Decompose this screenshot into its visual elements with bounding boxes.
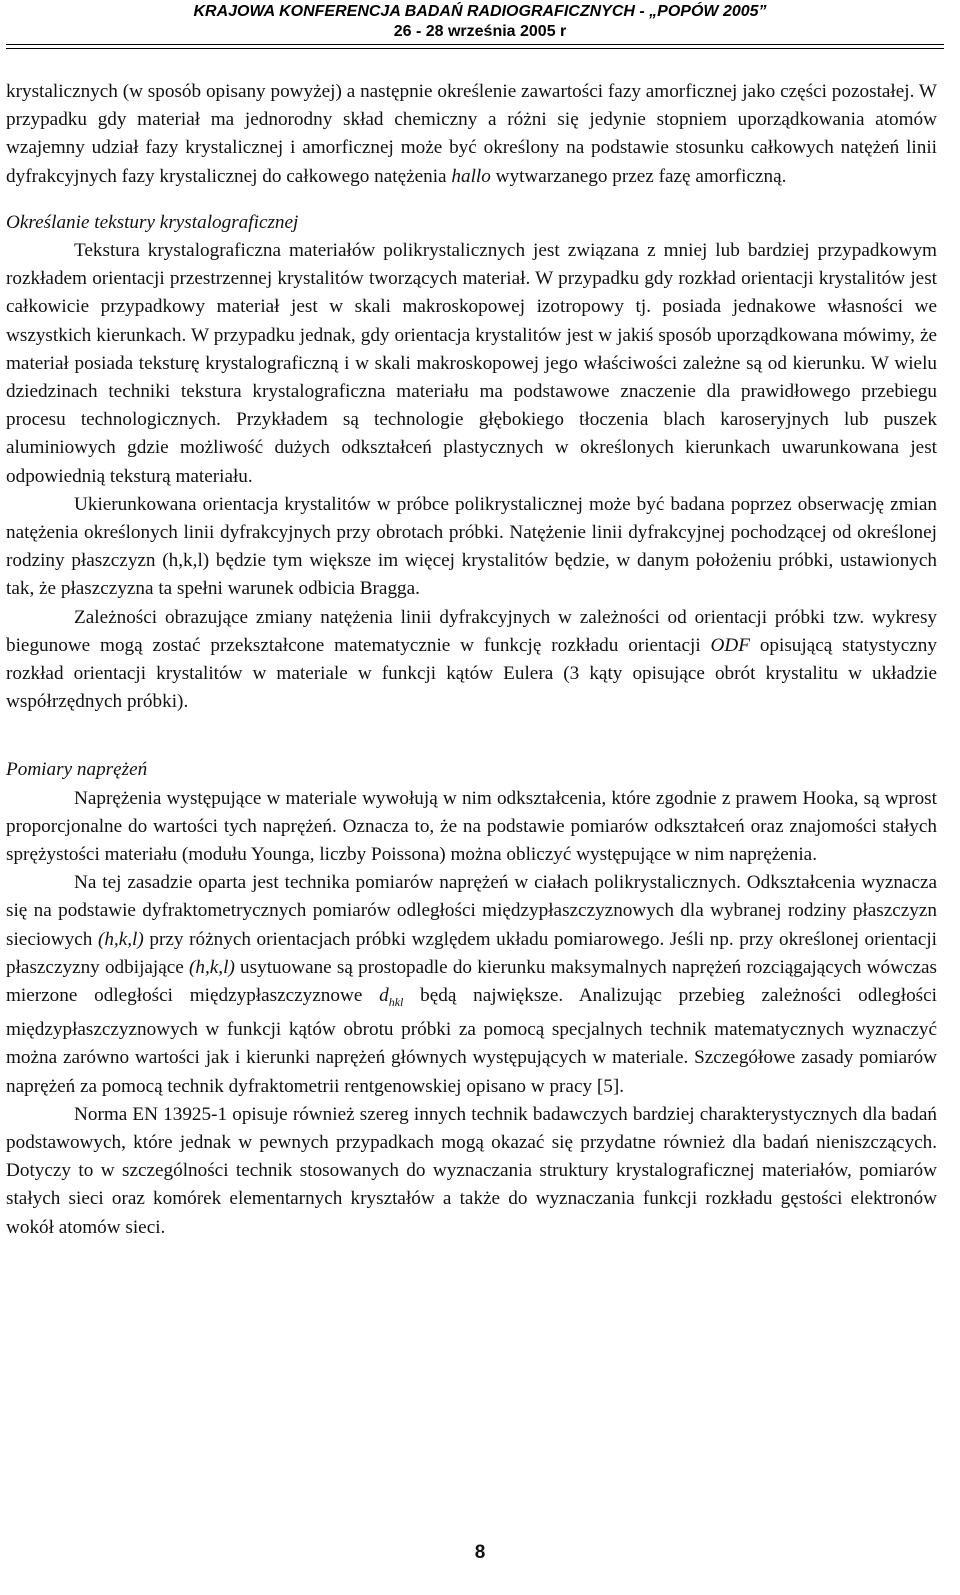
term-odf: ODF: [710, 634, 750, 656]
section-heading-stress: Pomiary naprężeń: [6, 759, 148, 781]
conference-title: KRAJOWA KONFERENCJA BADAŃ RADIOGRAFICZNYCH - „POPÓW 2005”: [193, 3, 767, 20]
paragraph-texture-odf: Zależności obrazujące zmiany natężenia linii dyfrakcyjnych w zależności od orientacji próbki tzw. wykresy biegunowe mogą zostać przekształcone matematycznie w funkcję rozkładu orientacji ODF opisującą statystyczny rozkład orientacji krystalitów w materiale w funkcji kątów Eulera (3 kąty opisujące obrót krystalitu w układzie współrzędnych próbki).: [6, 606, 937, 713]
page-number: 8: [474, 1542, 486, 1563]
paragraph-stress-technique: Na tej zasadzie oparta jest technika pomiarów naprężeń w ciałach polikrystalicznych. Odkształcenia wyznacza się na podstawie dyfraktometrycznych pomiarów odległości międzypłaszczyznowych dla wybranej rodziny płaszczyzn sieciowych (h,k,l) przy różnych orientacjach próbki względem układu pomiarowego. Jeśli np. przy określonej orientacji płaszczyzny odbijające (h,k,l) usytuowane są prostopadle do kierunku maksymalnych naprężeń rozciągających wówczas mierzone odległości międzypłaszczyznowe $d_{hkl}$ będą największe. Analizując przebieg zależności odległości międzypłaszczyznowych w funkcji kątów obrotu próbki za pomocą specjalnych technik matematycznych wyznaczyć można zarówno wartości jak i kierunki naprężeń głównych występujących w materiale. Szczegółowe zasady pomiarów naprężeń za pomocą technik dyfraktometrii rentgenowskiej opisano w pracy [5].: [6, 872, 937, 1097]
header-rule-top: [6, 44, 944, 45]
running-header: [0, 2, 960, 42]
paragraph-stress-hooke: Naprężenia występujące w materiale wywołują w nim odkształcenia, które zgodnie z prawem Hooka, są wprost proporcjonalne do wartości tych naprężeń. Oznacza to, że na podstawie pomiarów odkształceń oraz znajomości stałych sprężystości materiału (modułu Younga, liczby Poissona) można obliczyć występujące w nim naprężenia.: [6, 787, 937, 866]
paragraph-standard-en13925: Norma EN 13925-1 opisuje również szereg innych technik badawczych bardziej charakterystycznych dla badań podstawowych, które jednak w pewnych przypadkach mogą okazać się przydatne również dla badań nieniszczących. Dotyczy to w szczególności technik stosowanych do wyznaczania struktury krystalograficznej materiałów, pomiarów stałych sieci oraz komórek elementarnych kryształów a także do wyznaczania funkcji rozkładu gęstości elektronów wokół atomów sieci.: [6, 1103, 937, 1238]
term-hallo: hallo: [451, 165, 491, 187]
spacer: [6, 191, 937, 209]
section-heading-texture: Określanie tekstury krystalograficznej: [6, 211, 299, 233]
body-text: [6, 78, 937, 1242]
conference-dates: 26 - 28 września 2005 r: [393, 23, 567, 40]
paragraph-amorphous-phase: krystalicznych (w sposób opisany powyżej) a następnie określenie zawartości fazy amorficznej jako części pozostałej. W przypadku gdy materiał ma jednorodny skład chemiczny a różni się jedynie stopniem uporządkowania atomów wzajemny udział fazy krystalicznej i amorficznej może być określony na podstawie stosunku całkowych natężeń linii dyfrakcyjnych fazy krystalicznej do całkowego natężenia hallo wytwarzanego przez fazę amorficzną.: [6, 81, 937, 187]
spacer: [6, 716, 937, 756]
term-d: d: [379, 985, 389, 1007]
term-d-subscript: hkl: [388, 994, 404, 1009]
paragraph-texture-orientation: Ukierunkowana orientacja krystalitów w próbce polikrystalicznej może być badana poprzez obserwację zmian natężenia określonych linii dyfrakcyjnych przy obrotach próbki. Natężenie linii dyfrakcyjnej pochodzącej od określonej rodziny płaszczyzn (h,k,l) będzie tym większe im więcej krystalitów będzie, w danym położeniu próbki, ustawionych tak, że płaszczyzna ta spełni warunek odbicia Bragga.: [6, 493, 937, 600]
header-rule-bottom: [6, 48, 944, 49]
paragraph-texture-intro: Tekstura krystalograficzna materiałów polikrystalicznych jest związana z mniej lub bardziej przypadkowym rozkładem orientacji przestrzennej krystalitów tworzących materiał. W przypadku gdy rozkład orientacji krystalitów jest całkowicie przypadkowy materiał jest w skali makroskopowej izotropowy tj. posiada jednakowe własności we wszystkich kierunkach. W przypadku jednak, gdy orientacja krystalitów jest w jakiś sposób uporządkowana mówimy, że materiał posiada teksturę krystalograficzną i w skali makroskopowej jego właściwości zależne są od kierunku. W wielu dziedzinach techniki tekstura krystalograficzna materiału ma podstawowe znaczenie dla prawidłowego przebiegu procesu technologicznych. Przykładem są technologie głębokiego tłoczenia blach karoseryjnych lub puszek aluminiowych gdzie możliwość dużych odkształceń plastycznych w określonych kierunkach uwarunkowana jest odpowiednią teksturą materiału.: [6, 240, 937, 487]
term-hkl: (h,k,l): [97, 928, 144, 950]
term-hkl: (h,k,l): [189, 956, 235, 978]
